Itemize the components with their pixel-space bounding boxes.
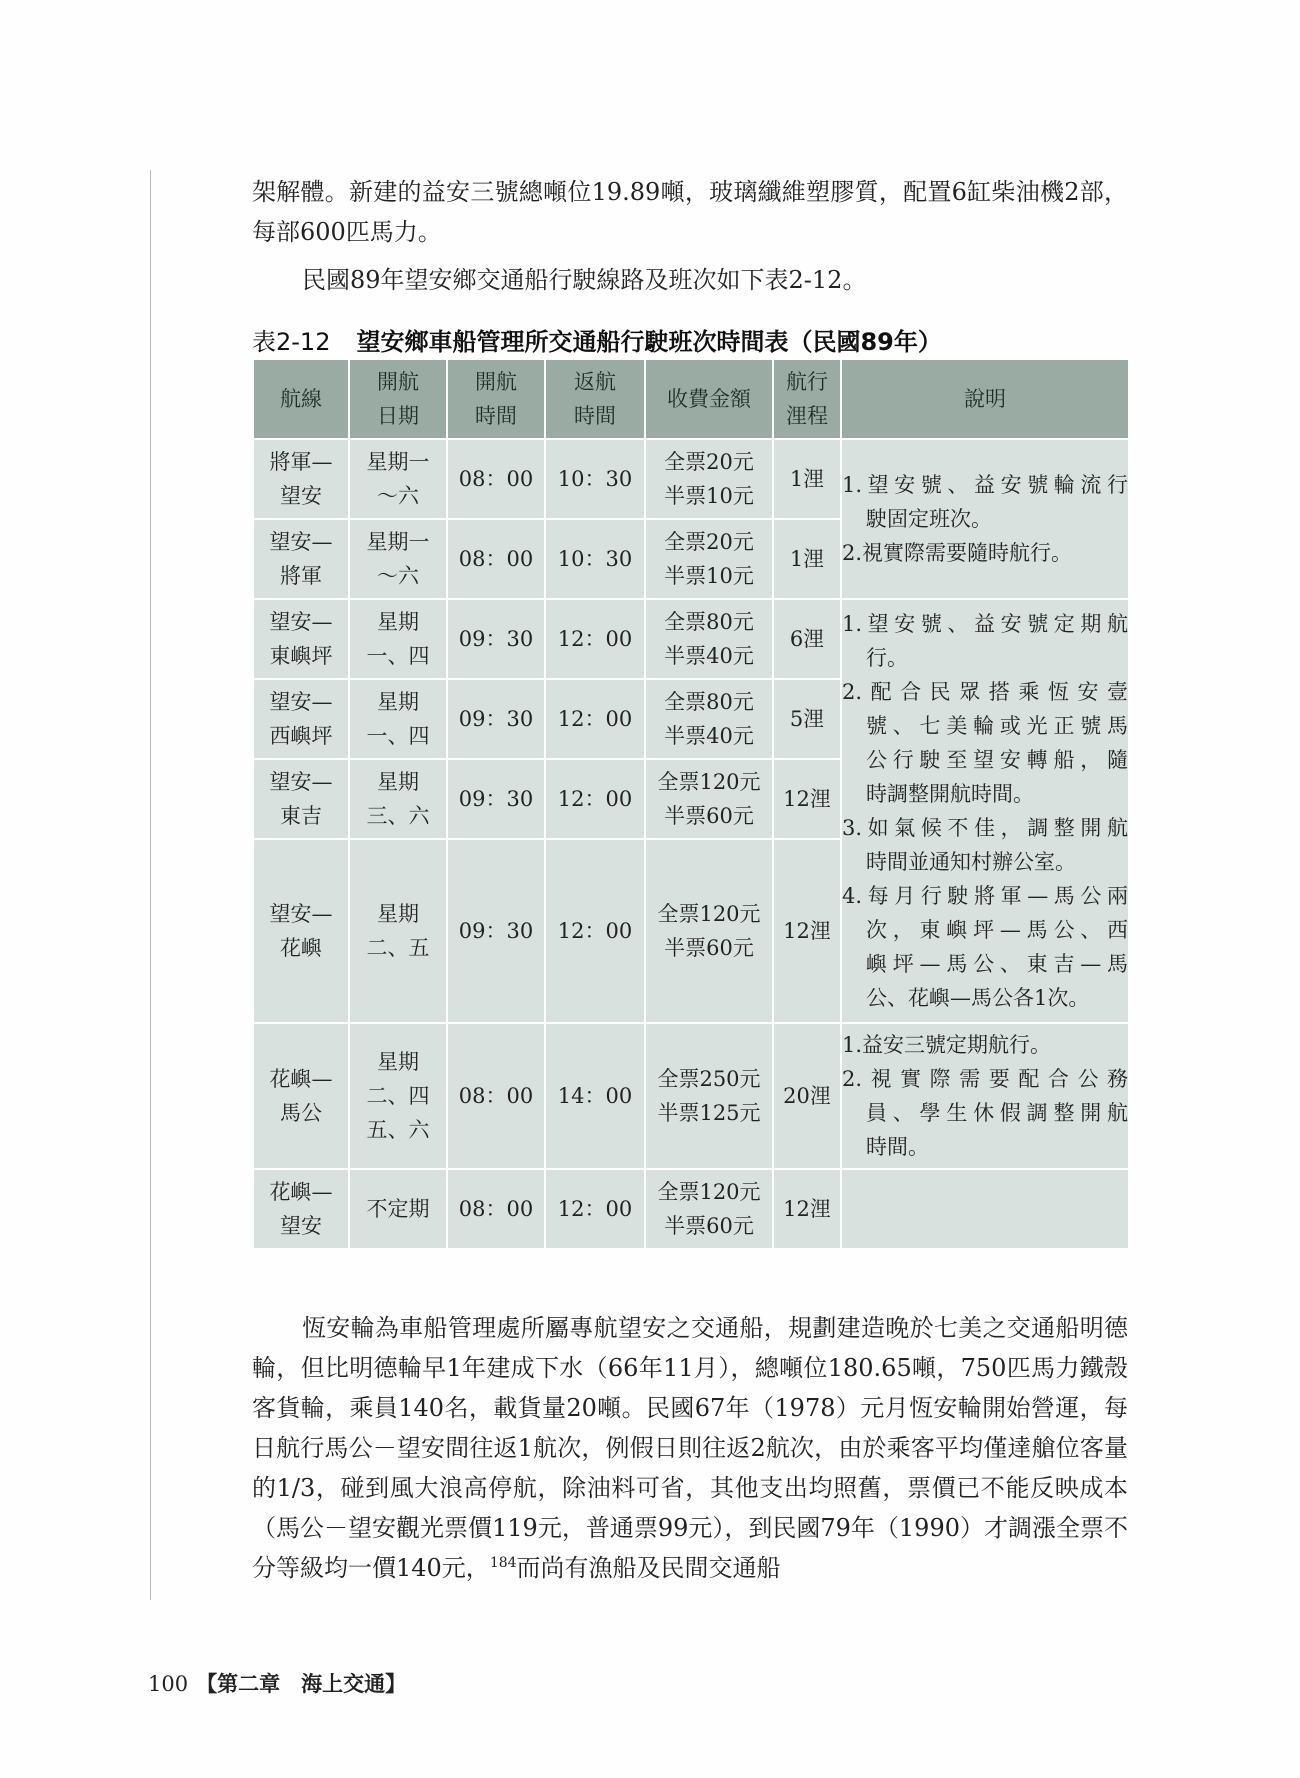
table-number: 表2-12: [252, 328, 331, 356]
cell-fare: 全票20元 半票10元: [645, 519, 773, 599]
table-caption: [252, 322, 1132, 357]
cell-fare: 全票120元 半票60元: [645, 839, 773, 1023]
paragraph-bottom-tail: 而尚有漁船及民間交通船: [516, 1554, 781, 1582]
cell-distance: 1浬: [773, 439, 841, 519]
paragraph-top: [252, 172, 1128, 252]
cell-fare: 全票20元 半票10元: [645, 439, 773, 519]
cell-route: 花嶼— 馬公: [253, 1023, 349, 1169]
header-departure: 開航 時間: [447, 359, 545, 439]
cell-return: 12：00: [545, 839, 645, 1023]
paragraph-bottom-text: 恆安輪為車船管理處所屬專航望安之交通船，規劃建造晚於七美之交通船明德輪，但比明德輪早1年建成下水（66年11月），總噸位180.65噸，750匹馬力鐵殼客貨輪，乘員140名，載貨量20噸。民國67年（1978）元月恆安輪開始營運，每日航行馬公－望安間往返1航次，例假日則往返2航次，由於乘客平均僅達艙位客量的1/3，碰到風大浪高停航，除油料可省，其他支出均照舊，票價已不能反映成本（馬公－望安觀光票價119元，普通票99元），到民國79年（1990）才調漲全票不分等級均一價140元，: [252, 1314, 1128, 1582]
cell-note-group3: 1.益安三號定期航行。 2.視實際需要配合公務 員、學生休假調整開航 時間。: [841, 1023, 1129, 1169]
cell-departure: 09：30: [447, 679, 545, 759]
table-row: [253, 1169, 1129, 1249]
cell-day: 星期 一、四: [349, 679, 447, 759]
chapter-title: 【第二章 海上交通】: [196, 1671, 407, 1696]
cell-departure: 08：00: [447, 519, 545, 599]
cell-route: 望安— 將軍: [253, 519, 349, 599]
header-route: 航線: [253, 359, 349, 439]
cell-distance: 20浬: [773, 1023, 841, 1169]
table-row: [253, 599, 1129, 679]
cell-route: 望安— 西嶼坪: [253, 679, 349, 759]
cell-fare: 全票120元 半票60元: [645, 1169, 773, 1249]
footnote-ref[interactable]: 184: [489, 1555, 517, 1571]
cell-return: 10：30: [545, 439, 645, 519]
cell-day: 星期一 ～六: [349, 519, 447, 599]
cell-day: 星期 一、四: [349, 599, 447, 679]
cell-day: 星期 三、六: [349, 759, 447, 839]
cell-departure: 09：30: [447, 599, 545, 679]
table-title: 望安鄉車船管理所交通船行駛班次時間表（民國89年）: [356, 328, 942, 356]
margin-rule: [150, 170, 151, 1600]
table-row: [253, 1023, 1129, 1169]
cell-return: 10：30: [545, 519, 645, 599]
cell-departure: 08：00: [447, 1023, 545, 1169]
schedule-table: [252, 358, 1130, 1250]
cell-departure: 08：00: [447, 1169, 545, 1249]
cell-return: 12：00: [545, 679, 645, 759]
cell-day: 不定期: [349, 1169, 447, 1249]
cell-route: 將軍— 望安: [253, 439, 349, 519]
cell-fare: 全票80元 半票40元: [645, 679, 773, 759]
cell-departure: 09：30: [447, 759, 545, 839]
cell-fare: 全票80元 半票40元: [645, 599, 773, 679]
cell-day: 星期一 ～六: [349, 439, 447, 519]
paragraph-intro: 民國89年望安鄉交通船行駛線路及班次如下表2-12。: [302, 266, 867, 294]
cell-distance: 6浬: [773, 599, 841, 679]
cell-day: 星期 二、四 五、六: [349, 1023, 447, 1169]
cell-route: 花嶼— 望安: [253, 1169, 349, 1249]
cell-route: 望安— 東吉: [253, 759, 349, 839]
header-day: 開航 日期: [349, 359, 447, 439]
cell-departure: 08：00: [447, 439, 545, 519]
cell-fare: 全票120元 半票60元: [645, 759, 773, 839]
cell-return: 14：00: [545, 1023, 645, 1169]
paragraph-bottom: [252, 1308, 1128, 1588]
cell-departure: 09：30: [447, 839, 545, 1023]
cell-return: 12：00: [545, 1169, 645, 1249]
cell-note-group2: 1.望安號、益安號定期航 行。 2.配合民眾搭乘恆安壹 號、七美輪或光正號馬 公行駛至望安轉船，隨 時調整開航時間。 3.如氣候不佳，調整開航 時間並通知村辦公室。 4.每月行駛將軍—馬公兩 次，東嶼坪—馬公、西 嶼坪—馬公、東吉—馬 公、花嶼—馬公各1次。: [841, 599, 1129, 1023]
cell-distance: 5浬: [773, 679, 841, 759]
header-distance: 航行 浬程: [773, 359, 841, 439]
paragraph-top-text: 架解體。新建的益安三號總噸位19.89噸，玻璃纖維塑膠質，配置6缸柴油機2部，每部600匹馬力。: [252, 178, 1128, 246]
header-note: 說明: [841, 359, 1129, 439]
cell-route: 望安— 花嶼: [253, 839, 349, 1023]
cell-distance: 1浬: [773, 519, 841, 599]
cell-note-empty: [841, 1169, 1129, 1249]
cell-distance: 12浬: [773, 1169, 841, 1249]
cell-distance: 12浬: [773, 759, 841, 839]
cell-return: 12：00: [545, 759, 645, 839]
cell-return: 12：00: [545, 599, 645, 679]
table-row: [253, 439, 1129, 519]
table-header-row: [253, 359, 1129, 439]
cell-note-group1: 1.望安號、益安號輪流行 駛固定班次。 2.視實際需要隨時航行。: [841, 439, 1129, 599]
page-number: 100: [148, 1672, 189, 1696]
cell-day: 星期 二、五: [349, 839, 447, 1023]
page-footer: [148, 1668, 406, 1698]
header-return: 返航 時間: [545, 359, 645, 439]
cell-distance: 12浬: [773, 839, 841, 1023]
cell-route: 望安— 東嶼坪: [253, 599, 349, 679]
cell-fare: 全票250元 半票125元: [645, 1023, 773, 1169]
header-fare: 收費金額: [645, 359, 773, 439]
